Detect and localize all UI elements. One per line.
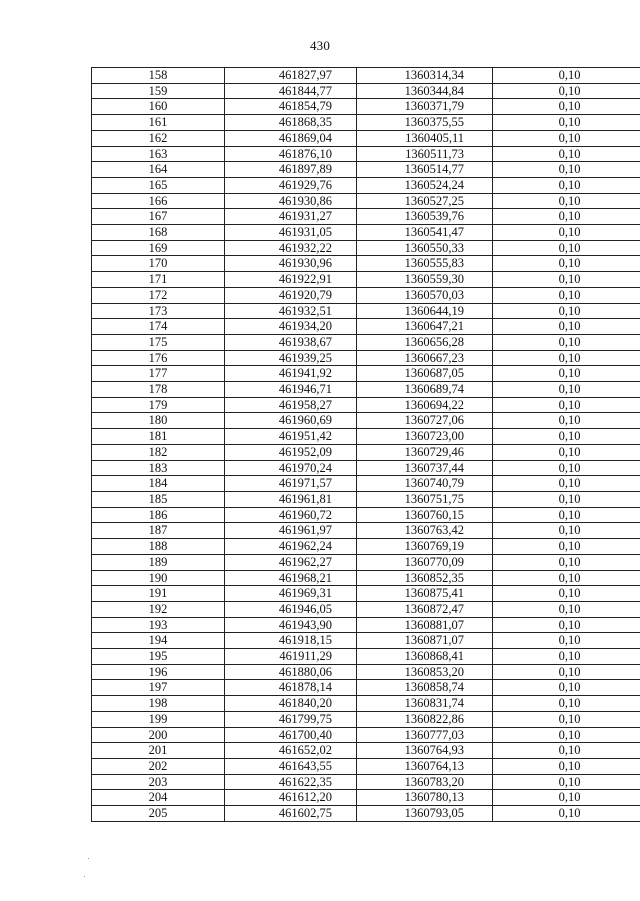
x-coordinate-cell: 461946,05 [225,601,357,617]
point-number-cell: 173 [92,303,225,319]
y-coordinate-cell: 1360687,05 [357,366,493,382]
point-number-cell: 182 [92,444,225,460]
error-value-cell: 0,10 [493,287,640,303]
x-coordinate-cell: 461878,14 [225,680,357,696]
table-row [92,539,640,555]
y-coordinate-cell: 1360831,74 [357,696,493,712]
point-number-cell: 192 [92,601,225,617]
y-coordinate-cell: 1360777,03 [357,727,493,743]
table-row [92,507,640,523]
x-coordinate-cell: 461960,72 [225,507,357,523]
point-number-cell: 162 [92,130,225,146]
x-coordinate-cell: 461643,55 [225,758,357,774]
point-number-cell: 198 [92,696,225,712]
y-coordinate-cell: 1360875,41 [357,586,493,602]
error-value-cell: 0,10 [493,633,640,649]
x-coordinate-cell: 461602,75 [225,806,357,822]
point-number-cell: 201 [92,743,225,759]
x-coordinate-cell: 461880,06 [225,664,357,680]
y-coordinate-cell: 1360644,19 [357,303,493,319]
point-number-cell: 181 [92,429,225,445]
error-value-cell: 0,10 [493,240,640,256]
x-coordinate-cell: 461869,04 [225,130,357,146]
table-row [92,586,640,602]
x-coordinate-cell: 461934,20 [225,319,357,335]
table-row [92,680,640,696]
y-coordinate-cell: 1360740,79 [357,476,493,492]
table-row [92,397,640,413]
x-coordinate-cell: 461612,20 [225,790,357,806]
y-coordinate-cell: 1360783,20 [357,774,493,790]
point-number-cell: 178 [92,382,225,398]
table-row [92,162,640,178]
error-value-cell: 0,10 [493,507,640,523]
point-number-cell: 169 [92,240,225,256]
error-value-cell: 0,10 [493,617,640,633]
point-number-cell: 195 [92,649,225,665]
y-coordinate-cell: 1360858,74 [357,680,493,696]
error-value-cell: 0,10 [493,272,640,288]
point-number-cell: 163 [92,146,225,162]
x-coordinate-cell: 461970,24 [225,460,357,476]
y-coordinate-cell: 1360689,74 [357,382,493,398]
x-coordinate-cell: 461958,27 [225,397,357,413]
table-row [92,711,640,727]
y-coordinate-cell: 1360371,79 [357,99,493,115]
table-row [92,272,640,288]
error-value-cell: 0,10 [493,491,640,507]
error-value-cell: 0,10 [493,664,640,680]
page-number: 430 [309,38,331,53]
x-coordinate-cell: 461932,22 [225,240,357,256]
table-row [92,303,640,319]
table-row [92,68,640,84]
table-row [92,413,640,429]
x-coordinate-cell: 461946,71 [225,382,357,398]
point-number-cell: 176 [92,350,225,366]
y-coordinate-cell: 1360780,13 [357,790,493,806]
point-number-cell: 193 [92,617,225,633]
y-coordinate-cell: 1360822,86 [357,711,493,727]
x-coordinate-cell: 461897,89 [225,162,357,178]
x-coordinate-cell: 461827,97 [225,68,357,84]
table-row [92,633,640,649]
point-number-cell: 164 [92,162,225,178]
point-number-cell: 202 [92,758,225,774]
x-coordinate-cell: 461799,75 [225,711,357,727]
table-row [92,758,640,774]
point-number-cell: 184 [92,476,225,492]
point-number-cell: 191 [92,586,225,602]
table-row [92,146,640,162]
x-coordinate-cell: 461854,79 [225,99,357,115]
x-coordinate-cell: 461962,27 [225,554,357,570]
table-row [92,649,640,665]
y-coordinate-cell: 1360514,77 [357,162,493,178]
table-row [92,460,640,476]
point-number-cell: 199 [92,711,225,727]
error-value-cell: 0,10 [493,790,640,806]
point-number-cell: 160 [92,99,225,115]
table-row [92,601,640,617]
y-coordinate-cell: 1360737,44 [357,460,493,476]
point-number-cell: 205 [92,806,225,822]
table-row [92,287,640,303]
scan-speck [88,858,89,859]
x-coordinate-cell: 461868,35 [225,115,357,131]
point-number-cell: 200 [92,727,225,743]
point-number-cell: 194 [92,633,225,649]
point-number-cell: 186 [92,507,225,523]
y-coordinate-cell: 1360656,28 [357,334,493,350]
y-coordinate-cell: 1360751,75 [357,491,493,507]
y-coordinate-cell: 1360314,34 [357,68,493,84]
error-value-cell: 0,10 [493,711,640,727]
error-value-cell: 0,10 [493,806,640,822]
point-number-cell: 167 [92,209,225,225]
error-value-cell: 0,10 [493,83,640,99]
x-coordinate-cell: 461840,20 [225,696,357,712]
x-coordinate-cell: 461951,42 [225,429,357,445]
table-row [92,444,640,460]
y-coordinate-cell: 1360511,73 [357,146,493,162]
y-coordinate-cell: 1360853,20 [357,664,493,680]
x-coordinate-cell: 461961,81 [225,491,357,507]
error-value-cell: 0,10 [493,523,640,539]
table-row [92,743,640,759]
error-value-cell: 0,10 [493,146,640,162]
y-coordinate-cell: 1360375,55 [357,115,493,131]
x-coordinate-cell: 461930,86 [225,193,357,209]
y-coordinate-cell: 1360769,19 [357,539,493,555]
x-coordinate-cell: 461962,24 [225,539,357,555]
table-row [92,130,640,146]
table-row [92,617,640,633]
error-value-cell: 0,10 [493,209,640,225]
error-value-cell: 0,10 [493,99,640,115]
y-coordinate-cell: 1360667,23 [357,350,493,366]
error-value-cell: 0,10 [493,680,640,696]
y-coordinate-cell: 1360723,00 [357,429,493,445]
error-value-cell: 0,10 [493,334,640,350]
y-coordinate-cell: 1360872,47 [357,601,493,617]
y-coordinate-cell: 1360555,83 [357,256,493,272]
table-row [92,240,640,256]
error-value-cell: 0,10 [493,586,640,602]
table-row [92,177,640,193]
table-row [92,491,640,507]
error-value-cell: 0,10 [493,130,640,146]
table-row [92,774,640,790]
table-row [92,727,640,743]
error-value-cell: 0,10 [493,758,640,774]
table-row [92,664,640,680]
table-row [92,696,640,712]
error-value-cell: 0,10 [493,303,640,319]
y-coordinate-cell: 1360344,84 [357,83,493,99]
error-value-cell: 0,10 [493,350,640,366]
x-coordinate-cell: 461960,69 [225,413,357,429]
error-value-cell: 0,10 [493,727,640,743]
y-coordinate-cell: 1360764,93 [357,743,493,759]
error-value-cell: 0,10 [493,225,640,241]
table-row [92,429,640,445]
coordinates-table [91,67,640,822]
y-coordinate-cell: 1360793,05 [357,806,493,822]
table-row [92,350,640,366]
table-row [92,523,640,539]
point-number-cell: 188 [92,539,225,555]
error-value-cell: 0,10 [493,649,640,665]
y-coordinate-cell: 1360405,11 [357,130,493,146]
point-number-cell: 168 [92,225,225,241]
point-number-cell: 196 [92,664,225,680]
y-coordinate-cell: 1360694,22 [357,397,493,413]
y-coordinate-cell: 1360770,09 [357,554,493,570]
point-number-cell: 203 [92,774,225,790]
error-value-cell: 0,10 [493,743,640,759]
x-coordinate-cell: 461938,67 [225,334,357,350]
error-value-cell: 0,10 [493,774,640,790]
x-coordinate-cell: 461971,57 [225,476,357,492]
table-row [92,99,640,115]
point-number-cell: 177 [92,366,225,382]
x-coordinate-cell: 461931,27 [225,209,357,225]
table-row [92,193,640,209]
error-value-cell: 0,10 [493,319,640,335]
y-coordinate-cell: 1360524,24 [357,177,493,193]
point-number-cell: 180 [92,413,225,429]
y-coordinate-cell: 1360881,07 [357,617,493,633]
error-value-cell: 0,10 [493,460,640,476]
point-number-cell: 165 [92,177,225,193]
error-value-cell: 0,10 [493,476,640,492]
point-number-cell: 171 [92,272,225,288]
x-coordinate-cell: 461932,51 [225,303,357,319]
scan-speck [84,876,85,877]
point-number-cell: 190 [92,570,225,586]
table-row [92,554,640,570]
x-coordinate-cell: 461961,97 [225,523,357,539]
table-row [92,319,640,335]
y-coordinate-cell: 1360760,15 [357,507,493,523]
error-value-cell: 0,10 [493,601,640,617]
y-coordinate-cell: 1360570,03 [357,287,493,303]
x-coordinate-cell: 461939,25 [225,350,357,366]
x-coordinate-cell: 461652,02 [225,743,357,759]
error-value-cell: 0,10 [493,162,640,178]
coordinates-table-body [92,68,640,822]
x-coordinate-cell: 461920,79 [225,287,357,303]
table-row [92,83,640,99]
y-coordinate-cell: 1360871,07 [357,633,493,649]
y-coordinate-cell: 1360541,47 [357,225,493,241]
x-coordinate-cell: 461952,09 [225,444,357,460]
y-coordinate-cell: 1360727,06 [357,413,493,429]
error-value-cell: 0,10 [493,554,640,570]
y-coordinate-cell: 1360559,30 [357,272,493,288]
error-value-cell: 0,10 [493,413,640,429]
error-value-cell: 0,10 [493,696,640,712]
point-number-cell: 161 [92,115,225,131]
error-value-cell: 0,10 [493,382,640,398]
error-value-cell: 0,10 [493,366,640,382]
error-value-cell: 0,10 [493,256,640,272]
x-coordinate-cell: 461844,77 [225,83,357,99]
x-coordinate-cell: 461700,40 [225,727,357,743]
point-number-cell: 179 [92,397,225,413]
table-row [92,334,640,350]
x-coordinate-cell: 461911,29 [225,649,357,665]
point-number-cell: 189 [92,554,225,570]
point-number-cell: 187 [92,523,225,539]
point-number-cell: 183 [92,460,225,476]
point-number-cell: 174 [92,319,225,335]
point-number-cell: 197 [92,680,225,696]
x-coordinate-cell: 461931,05 [225,225,357,241]
table-row [92,366,640,382]
error-value-cell: 0,10 [493,444,640,460]
error-value-cell: 0,10 [493,429,640,445]
x-coordinate-cell: 461943,90 [225,617,357,633]
y-coordinate-cell: 1360539,76 [357,209,493,225]
x-coordinate-cell: 461968,21 [225,570,357,586]
table-row [92,382,640,398]
error-value-cell: 0,10 [493,115,640,131]
point-number-cell: 158 [92,68,225,84]
x-coordinate-cell: 461922,91 [225,272,357,288]
y-coordinate-cell: 1360647,21 [357,319,493,335]
y-coordinate-cell: 1360550,33 [357,240,493,256]
x-coordinate-cell: 461918,15 [225,633,357,649]
point-number-cell: 166 [92,193,225,209]
point-number-cell: 204 [92,790,225,806]
point-number-cell: 175 [92,334,225,350]
y-coordinate-cell: 1360527,25 [357,193,493,209]
error-value-cell: 0,10 [493,68,640,84]
error-value-cell: 0,10 [493,570,640,586]
error-value-cell: 0,10 [493,177,640,193]
table-row [92,115,640,131]
x-coordinate-cell: 461941,92 [225,366,357,382]
x-coordinate-cell: 461969,31 [225,586,357,602]
table-row [92,476,640,492]
x-coordinate-cell: 461876,10 [225,146,357,162]
y-coordinate-cell: 1360763,42 [357,523,493,539]
error-value-cell: 0,10 [493,193,640,209]
x-coordinate-cell: 461930,96 [225,256,357,272]
error-value-cell: 0,10 [493,539,640,555]
x-coordinate-cell: 461929,76 [225,177,357,193]
y-coordinate-cell: 1360729,46 [357,444,493,460]
table-row [92,225,640,241]
point-number-cell: 159 [92,83,225,99]
table-row [92,256,640,272]
table-row [92,570,640,586]
point-number-cell: 185 [92,491,225,507]
table-row [92,806,640,822]
y-coordinate-cell: 1360764,13 [357,758,493,774]
y-coordinate-cell: 1360868,41 [357,649,493,665]
table-row [92,790,640,806]
error-value-cell: 0,10 [493,397,640,413]
point-number-cell: 170 [92,256,225,272]
table-row [92,209,640,225]
y-coordinate-cell: 1360852,35 [357,570,493,586]
point-number-cell: 172 [92,287,225,303]
x-coordinate-cell: 461622,35 [225,774,357,790]
